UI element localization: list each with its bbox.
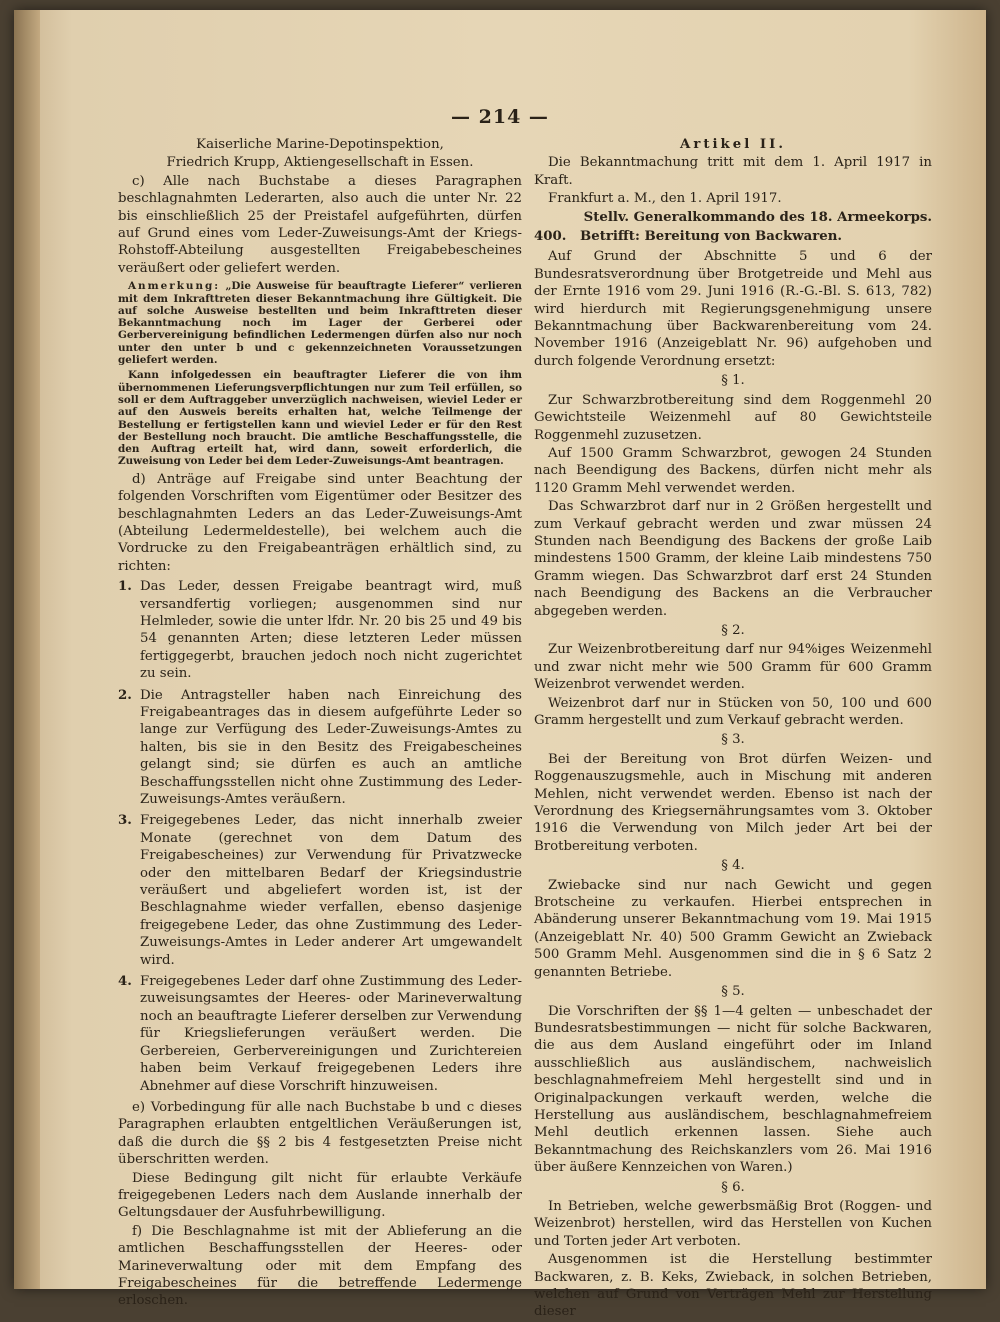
list-item-text: Freigegebenes Leder, das nicht innerhalb zweier Monate (gerechnet von dem Datum des Freigabescheines) zur Verwendung für Privatzwecke oder den mittelbaren Bedarf der Kriegsindustrie veräußert und abgeliefert worden ist, ist der Beschlagnahme wieder verfallen, ebenso dasjenige freigegebene Leder, das ohne Zustimmung des Leder-Zuweisungs-Amtes in Leder anderer Art umgewandelt wird. <box>140 813 522 968</box>
page-number: — 214 — <box>451 106 549 128</box>
ordinance-intro: Auf Grund der Abschnitte 5 und 6 der Bundesratsverordnung über Brotgetreide und Mehl aus der Ernte 1916 vom 29. Juni 1916 (R.-G.-Bl. S. 613, 782) wird hierdurch mit Regierungsgenehmigung unsere Bekanntmachung über Backwarenbereitung vom 24. November 1916 (Anzeigeblatt Nr. 96) aufgehoben und durch folgende Verordnung ersetzt: <box>534 249 932 369</box>
paragraph-e: e) Vorbedingung für alle nach Buchstabe b und c dieses Paragraphen erlaubten entgeltlichen Veräußerungen ist, daß die durch die §§ 2 bis 4 festgesetzten Preise nicht überschritten werden. <box>118 1099 522 1168</box>
paragraph-c: c) Alle nach Buchstabe a dieses Paragraphen beschlagnahmten Lederarten, also auch die unter Nr. 22 bis einschließlich 25 der Preistafel aufgeführten, dürfen auf Grund eines vom Leder-Zuweisungs-Amt der Kriegs-Rohstoff-Abteilung ausgestellten Freigabebescheines veräußert oder geliefert werden. <box>118 173 522 276</box>
place-date: Frankfurt a. M., den 1. April 1917. <box>548 191 782 207</box>
list-item-number: 4. <box>118 974 132 990</box>
article-heading: Artikel II. <box>680 137 786 152</box>
signature: Stellv. Generalkommando des 18. Armeekorps. <box>583 209 932 225</box>
article-text: Die Bekanntmachung tritt mit dem 1. April 1917 in Kraft. <box>534 155 932 188</box>
list-item-number: 3. <box>118 813 132 829</box>
left-column <box>118 136 522 1311</box>
section-heading: § 5. <box>721 984 745 1000</box>
note-text-2: Kann infolgedessen ein beauftragter Lieferer die von ihm übernommenen Lieferungsverpflichtungen nur zum Teil erfüllen, so soll er dem Auftraggeber unverzüglich nachweisen, wieviel Leder er auf den Ausweis bereits erhalten hat, welche Teilmenge der Bestellung er fertigstellen kann und wieviel Leder er für den Rest der Bestellung noch braucht. Die amtliche Beschaffungsstelle, die den Auftrag erteilt hat, wird dann, soweit erforderlich, die Zuweisung von Leder bei dem Leder-Zuweisungs-Amt beantragen. <box>118 369 522 468</box>
note-block <box>118 280 522 366</box>
section-paragraph: In Betrieben, welche gewerbsmäßig Brot (Roggen- und Weizenbrot) herstellen, wird das Herstellen von Kuchen und Torten jeder Art verboten. <box>534 1198 932 1249</box>
document-page <box>14 10 986 1320</box>
section-paragraph: Bei der Bereitung von Brot dürfen Weizen- und Roggenauszugsmehle, auch in Mischung mit anderen Mehlen, nicht verwendet werden. Ebenso ist nach der Verordnung des Kriegsernährungsamtes vom 3. Oktober 1916 die Verwendung von Milch jeder Art bei der Brotbereitung verboten. <box>534 751 932 854</box>
intro-line-2: Friedrich Krupp, Aktiengesellschaft in Essen. <box>166 155 474 171</box>
section-heading: § 1. <box>721 373 745 389</box>
list-item-number: 1. <box>118 579 132 595</box>
intro-line-1: Kaiserliche Marine-Depotinspektion, <box>196 137 444 152</box>
book-spine <box>14 10 40 1289</box>
section-heading: § 6. <box>721 1179 745 1195</box>
section-paragraph: Das Schwarzbrot darf nur in 2 Größen hergestellt und zum Verkauf gebracht werden und zwar müssen 24 Stunden nach Beendigung des Backens der große Laib mindestens 1500 Gramm, der kleine Laib mindestens 750 Gramm wiegen. Das Schwarzbrot darf erst 24 Stunden nach Beendigung des Backens an die Verbraucher abgegeben werden. <box>534 499 932 619</box>
note-text-1: „Die Ausweise für beauftragte Lieferer“ verlieren mit dem Inkrafttreten dieser Bekanntmachung ihre Gültigkeit. Die auf solche Ausweise bestellten und beim Inkrafttreten dieser Bekanntmachung noch im Lager der Gerberei oder Gerbervereinigung befindlichen Ledermengen dürfen also nur noch unter den unter b und c gekennzeichneten Voraussetzungen geliefert werden. <box>118 280 522 367</box>
section-heading: § 3. <box>721 732 745 748</box>
ordinance-header <box>534 228 932 245</box>
list-item <box>118 687 522 809</box>
list-item <box>118 973 522 1095</box>
paragraph-e-condition: Diese Bedingung gilt nicht für erlaubte Verkäufe freigegebenen Leders nach dem Auslande innerhalb der Geltungsdauer der Ausfuhrbewilligung. <box>118 1170 522 1221</box>
section-paragraph: Zwiebacke sind nur nach Gewicht und gegen Brotscheine zu verkaufen. Hierbei entsprechen in Abänderung unserer Bekanntmachung vom 19. Mai 1915 (Anzeigeblatt Nr. 40) 500 Gramm Gewicht an Zwieback 500 Gramm Mehl. Ausgenommen sind die in § 6 Satz 2 genannten Betriebe. <box>534 877 932 980</box>
ordinance-number: 400. <box>534 229 567 245</box>
section-heading: § 2. <box>721 622 745 638</box>
section-paragraph: Die Vorschriften der §§ 1—4 gelten — unbeschadet der Bundesratsbestimmungen — nicht für solche Backwaren, die aus dem Ausland eingeführt oder im Inland ausschließlich aus ausländischem, nachweislich beschlagnahmefreiem Mehl hergestellt sind und in Originalpackungen verkauft werden, welche die Herstellung aus ausländischem, beschlagnahmefreiem Mehl deutlich erkennen lassen. Siehe auch Bekanntmachung des Reichskanzlers vom 26. Mai 1916 über äußere Kennzeichen von Waren.) <box>534 1003 932 1176</box>
list-item-text: Das Leder, dessen Freigabe beantragt wird, muß versandfertig vorliegen; ausgenommen sind nur Helmleder, sowie die unter lfdr. Nr. 20 bis 25 und 49 bis 54 genannten Arten; diese letzteren Leder müssen fertiggegerbt, brauchen jedoch noch nicht zugerichtet zu sein. <box>140 579 522 682</box>
list-item <box>118 812 522 969</box>
section-paragraph: Zur Weizenbrotbereitung darf nur 94%iges Weizenmehl und zwar nicht mehr wie 500 Gramm für 600 Gramm Weizenbrot verwendet werden. <box>534 642 932 693</box>
paragraph-f: f) Die Beschlagnahme ist mit der Ablieferung an die amtlichen Beschaffungsstellen der Heeres- oder Marineverwaltung oder mit dem Empfang des Freigabescheines für die betreffende Ledermenge erloschen. <box>118 1223 522 1309</box>
section-paragraph: Auf 1500 Gramm Schwarzbrot, gewogen 24 Stunden nach Beendigung des Backens, dürfen nicht mehr als 1120 Gramm Mehl verwendet werden. <box>534 445 932 496</box>
note-label: Anmerkung: <box>128 280 221 293</box>
section-paragraph: Zur Schwarzbrotbereitung sind dem Roggenmehl 20 Gewichtsteile Weizenmehl auf 80 Gewichtsteile Roggenmehl zuzusetzen. <box>534 392 932 443</box>
section-heading: § 4. <box>721 858 745 874</box>
ordinance-subject: Betrifft: Bereitung von Backwaren. <box>580 229 842 245</box>
section-paragraph: Weizenbrot darf nur in Stücken von 50, 100 und 600 Gramm hergestellt und zum Verkauf gebracht werden. <box>534 695 932 728</box>
list-item-number: 2. <box>118 687 132 703</box>
right-column <box>534 136 932 1322</box>
paragraph-d: d) Anträge auf Freigabe sind unter Beachtung der folgenden Vorschriften vom Eigentümer oder Besitzer des beschlagnahmten Leders an das Leder-Zuweisungs-Amt (Abteilung Ledermeldestelle), bei welchem auch die Vordrucke zu den Freigabeanträgen erhältlich sind, zu richten: <box>118 471 522 574</box>
list-item-text: Die Antragsteller haben nach Einreichung des Freigabeantrages das in diesem aufgeführte Leder so lange zur Verfügung des Leder-Zuweisungs-Amtes zu halten, bis sie in den Besitz des Freigabescheines gelangt sind; sie dürfen es auch an amtliche Beschaffungsstellen nicht ohne Zustimmung des Leder-Zuweisungs-Amtes veräußern. <box>140 687 522 808</box>
list-item-text: Freigegebenes Leder darf ohne Zustimmung des Leder-zuweisungsamtes der Heeres- oder Marineverwaltung noch an beauftragte Lieferer derselben zur Verwendung für Kriegslieferungen veräußert werden. Die Gerbereien, Gerbervereinigungen und Zurichtereien haben beim Verkauf freigegebenen Leders ihre Abnehmer auf diese Vorschrift hinzuweisen. <box>140 974 522 1094</box>
list-item <box>118 578 522 682</box>
section-paragraph: Ausgenommen ist die Herstellung bestimmter Backwaren, z. B. Keks, Zwieback, in solchen Betrieben, welchen auf Grund von Verträgen Mehl zur Herstellung dieser <box>534 1252 932 1320</box>
